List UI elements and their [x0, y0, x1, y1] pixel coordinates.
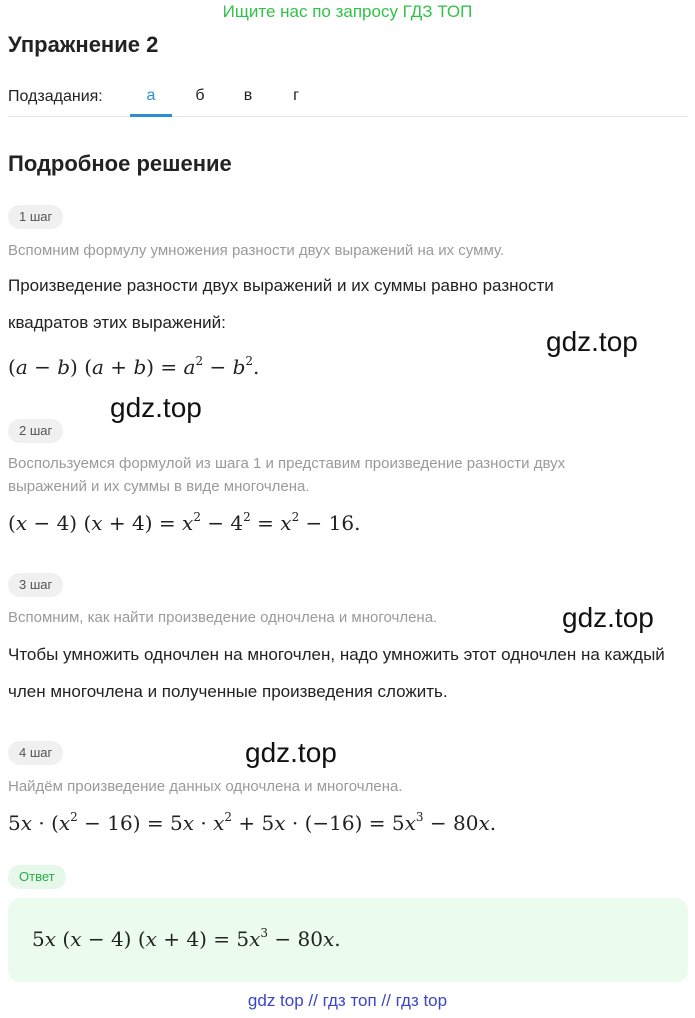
- section-title: Подробное решение: [8, 151, 232, 176]
- footer-links: gdz top // гдз топ // гдз top: [247, 991, 448, 1010]
- step-3-hint: Вспомним, как найти произведение одночлена и многочлена.: [8, 609, 438, 626]
- step-3-text: Чтобы умножить одночлен на многочлен, надо умножить этот одночлен на каждый член многочлена и полученные произведения сложить.: [8, 645, 665, 701]
- watermark: gdz.top: [110, 392, 202, 423]
- step-2-hint: Воспользуемся формулой из шага 1 и представим произведение разности двух выражений и их суммы в виде многочлена.: [8, 455, 566, 495]
- step-1-hint: Вспомним формулу умножения разности двух выражений на их сумму.: [8, 242, 505, 259]
- answer-box: [8, 898, 688, 982]
- tab-subtask-a[interactable]: а: [130, 84, 172, 117]
- answer-badge: Ответ: [8, 865, 66, 889]
- step-1-badge: 1 шаг: [8, 205, 63, 229]
- tab-subtask-b[interactable]: б: [195, 87, 205, 104]
- search-banner: Ищите нас по запросу ГДЗ ТОП: [222, 2, 473, 21]
- step-4-badge: 4 шаг: [8, 741, 63, 765]
- subtasks-bar: [8, 84, 688, 117]
- step-1-text: Произведение разности двух выражений и их суммы равно разности квадратов этих выражений:: [8, 276, 554, 332]
- step-3-badge: 3 шаг: [8, 573, 63, 597]
- subtasks-label: Подзадания:: [8, 88, 103, 105]
- answer-formula: 5x (x − 4) $(x + 4) = 5x^3 - 80x$.: [32, 926, 341, 951]
- watermark: gdz.top: [562, 602, 654, 633]
- step-4-formula: $5x \cdot (x^2 - 16) = 5x \cdot x^2 + 5x \cdot (-16) = 5x^3 - 80x$.: [8, 810, 497, 835]
- step-1-formula: (a − b) $(a + b) = a^2 - b^2$.: [8, 354, 260, 379]
- step-2-formula: (x − 4) $(x + 4) = x^2 - 4^2 = x^2 - 16$.: [8, 510, 361, 535]
- watermark: gdz.top: [546, 326, 638, 357]
- step-4-hint: Найдём произведение данных одночлена и многочлена.: [8, 778, 403, 795]
- page-title: Упражнение 2: [8, 32, 159, 57]
- tab-subtask-g[interactable]: г: [293, 87, 299, 104]
- tab-subtask-v[interactable]: в: [243, 87, 253, 104]
- watermark: gdz.top: [245, 737, 337, 768]
- step-2-badge: 2 шаг: [8, 419, 63, 443]
